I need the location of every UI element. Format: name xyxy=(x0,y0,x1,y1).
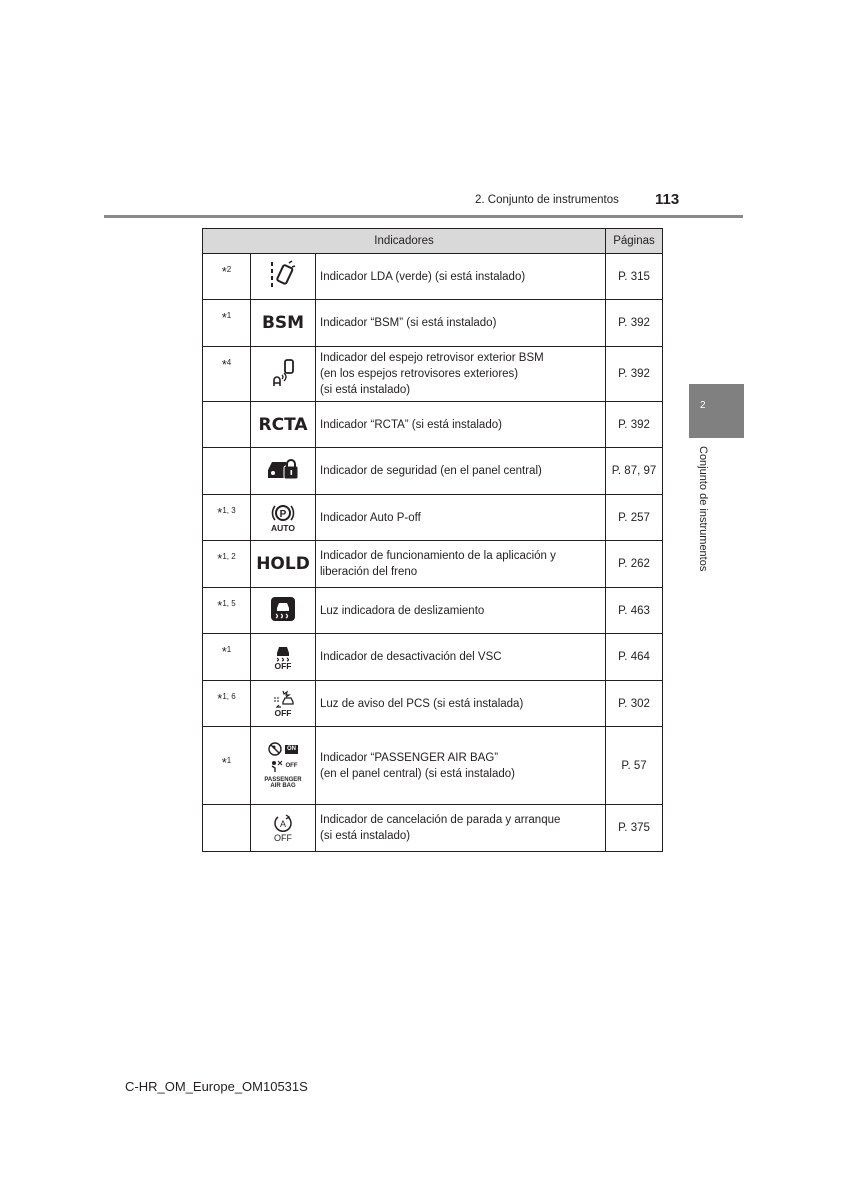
page-reference: P. 257 xyxy=(606,495,663,541)
bsm-icon: BSM xyxy=(251,300,316,347)
page-reference: P. 464 xyxy=(606,634,663,681)
row-description: Indicador de seguridad (en el panel central) xyxy=(320,465,542,477)
page-number: 113 xyxy=(655,191,680,208)
page-reference: P. 392 xyxy=(606,300,663,347)
table-row xyxy=(203,495,663,541)
row-description: Luz de aviso del PCS (si está instalada) xyxy=(320,697,524,710)
security-icon xyxy=(251,448,316,495)
row-description: (en los espejos retrovisores exteriores) xyxy=(320,368,519,380)
footnote-marker: $*_1$ xyxy=(221,310,232,325)
header-divider xyxy=(104,215,743,218)
chapter-tab xyxy=(689,384,744,438)
footnote-marker: $*_1$ xyxy=(221,755,232,770)
table-row xyxy=(203,448,663,495)
footnote-marker: $*_{1, 2}$ xyxy=(217,551,236,566)
row-description: Luz indicadora de deslizamiento xyxy=(320,604,485,617)
pcs-icon: OFF xyxy=(251,681,316,727)
row-description: Indicador del espejo retrovisor exterior BSM xyxy=(320,352,544,364)
lda-icon xyxy=(251,254,316,300)
page-reference: P. 392 xyxy=(606,402,663,448)
slip-icon xyxy=(251,588,316,634)
rcta-icon: RCTA xyxy=(251,402,316,448)
row-description: Indicador LDA (verde) (si está instalado) xyxy=(320,270,526,283)
row-description: Indicador de desactivación del VSC xyxy=(320,651,502,663)
row-description: Indicador “PASSENGER AIR BAG” xyxy=(320,751,499,764)
page-reference: P. 302 xyxy=(606,681,663,727)
page-reference: P. 57 xyxy=(606,727,663,805)
header-pages: Páginas xyxy=(606,229,663,254)
row-description: (si está instalado) xyxy=(320,384,411,396)
svg-text:P: P xyxy=(279,509,287,520)
row-description: Indicador de funcionamiento de la aplicación y xyxy=(320,550,556,562)
table-row xyxy=(203,254,663,300)
hold-icon: HOLD xyxy=(251,541,316,588)
table-row xyxy=(203,634,663,681)
row-description: Indicador “RCTA” (si está instalado) xyxy=(320,418,502,431)
footnote-marker: $*_{1, 6}$ xyxy=(217,691,236,706)
stop-start-off-icon: A OFF xyxy=(251,805,316,852)
auto-p-off-icon: P AUTO xyxy=(251,495,316,541)
table-row xyxy=(203,681,663,727)
airbag-icon: ON OFF PASSENGER AIR BAG xyxy=(251,727,316,805)
mirror-bsm-icon xyxy=(251,347,316,402)
footnote-marker: $*_4$ xyxy=(221,357,232,372)
header-indicators: Indicadores xyxy=(203,229,606,254)
page-reference: P. 87, 97 xyxy=(606,448,663,495)
section-title: 2. Conjunto de instrumentos xyxy=(475,194,619,206)
table-row xyxy=(203,727,663,805)
footnote-marker: $*_{1, 5}$ xyxy=(217,598,236,613)
table-row xyxy=(203,541,663,588)
table-row xyxy=(203,588,663,634)
table-row xyxy=(203,300,663,347)
table-row xyxy=(203,402,663,448)
table-row xyxy=(203,347,663,402)
table-header-row xyxy=(203,229,663,254)
document-code: C-HR_OM_Europe_OM10531S xyxy=(125,1079,308,1094)
table-row xyxy=(203,805,663,852)
svg-text:A: A xyxy=(279,819,287,829)
chapter-number: 2 xyxy=(700,400,706,411)
row-description: (si está instalado) xyxy=(320,830,411,842)
page-reference: P. 463 xyxy=(606,588,663,634)
row-description: (en el panel central) (si está instalado) xyxy=(320,767,515,780)
page-reference: P. 375 xyxy=(606,805,663,852)
row-description: Indicador “BSM” (si está instalado) xyxy=(320,317,497,329)
page-reference: P. 315 xyxy=(606,254,663,300)
chapter-label: Conjunto de instrumentos xyxy=(697,446,709,572)
row-description: liberación del freno xyxy=(320,566,418,578)
footnote-marker: $*_1$ xyxy=(221,644,232,659)
indicators-table xyxy=(202,228,663,852)
page-reference: P. 392 xyxy=(606,347,663,402)
row-description: Indicador de cancelación de parada y arranque xyxy=(320,814,561,826)
footnote-marker: $*_{1, 3}$ xyxy=(217,505,236,520)
vsc-off-icon: OFF xyxy=(251,634,316,681)
row-description: Indicador Auto P-off xyxy=(320,511,421,524)
footnote-marker: $*_2$ xyxy=(221,264,232,279)
page-reference: P. 262 xyxy=(606,541,663,588)
